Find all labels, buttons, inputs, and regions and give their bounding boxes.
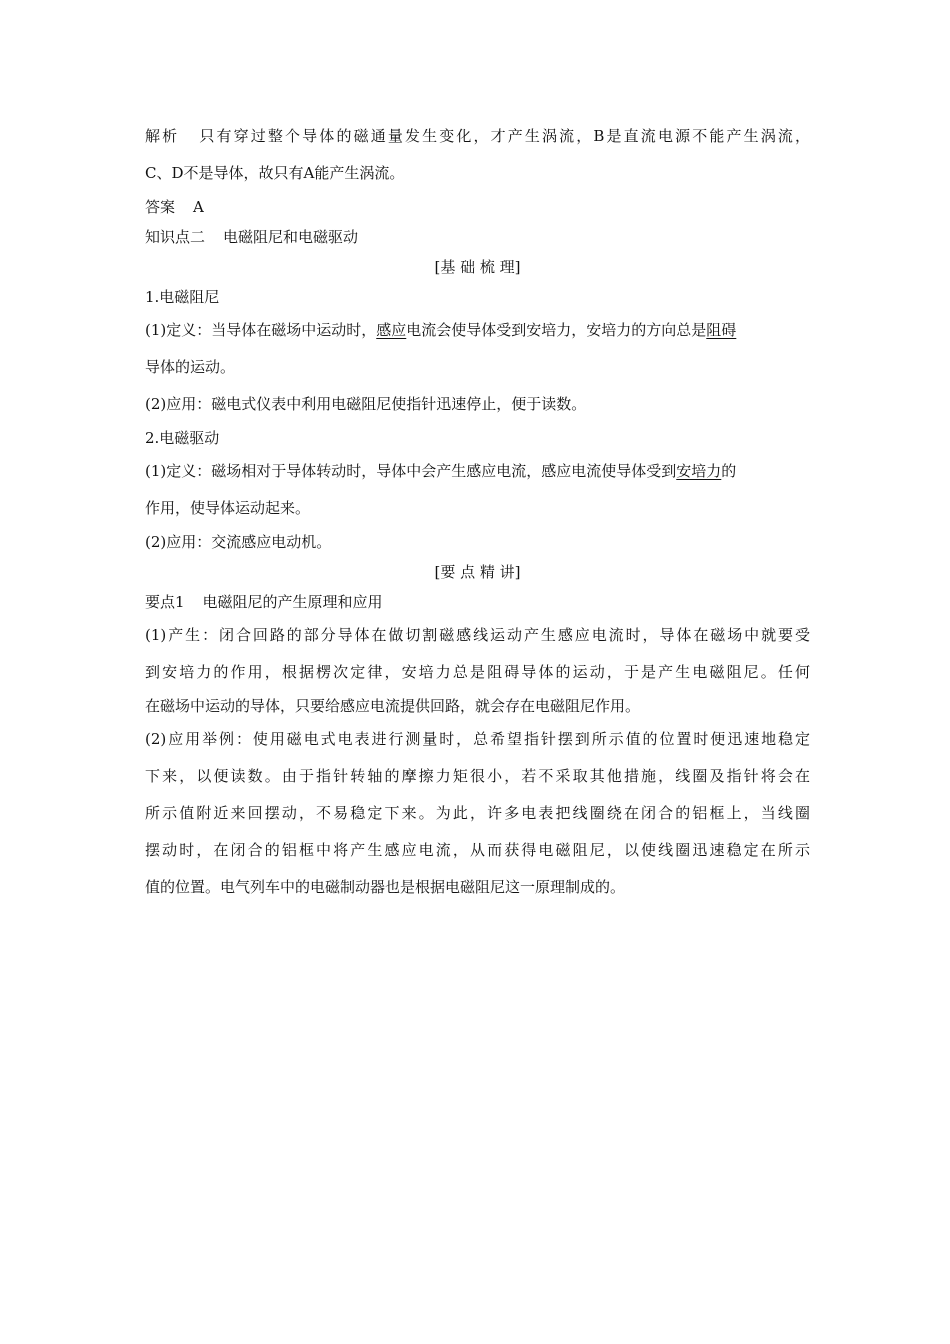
point1-p1-line: 在磁场中运动的导体，只要给感应电流提供回路，就会存在电磁阻尼作用。 — [145, 697, 641, 715]
item1-application: (2)应用：磁电式仪表中利用电磁阻尼使指针迅速停止，便于读数。 — [145, 395, 587, 413]
point1-p2-line: (2)应用举例：使用磁电式电表进行测量时，总希望指针摆到所示值的位置时便迅速地稳定 — [145, 730, 810, 748]
item2-definition-line-2: 作用，使导体运动起来。 — [145, 499, 311, 517]
point1-title: 要点1 电磁阻尼的产生原理和应用 — [145, 593, 383, 611]
key-points-header: [要 点 精 讲] — [434, 563, 521, 581]
item2-definition-line-1: (1)定义：磁场相对于导体转动时，导体中会产生感应电流，感应电流使导体受到安培力的 — [145, 462, 737, 480]
analysis-line-2: C、D不是导体，故只有A能产生涡流。 — [145, 164, 405, 182]
item2-application: (2)应用：交流感应电动机。 — [145, 533, 332, 551]
basic-review-header: [基 础 梳 理] — [434, 258, 521, 276]
point1-p2-line: 值的位置。电气列车中的电磁制动器也是根据电磁阻尼这一原理制成的。 — [145, 878, 626, 896]
blank-answer: 阻碍 — [706, 321, 737, 339]
point1-p2-line: 下来，以便读数。由于指针转轴的摩擦力矩很小，若不采取其他措施，线圈及指针将会在 — [145, 767, 810, 785]
answer-value: A — [193, 198, 204, 216]
analysis-line-1: 解析 只有穿过整个导体的磁通量发生变化，才产生涡流，B是直流电源不能产生涡流， — [145, 127, 810, 145]
point1-p2-line: 所示值附近来回摆动，不易稳定下来。为此，许多电表把线圈绕在闭合的铝框上，当线圈 — [145, 804, 810, 822]
document-page — [145, 118, 810, 906]
item2-heading: 2.电磁驱动 — [145, 429, 220, 447]
item1-heading: 1.电磁阻尼 — [145, 288, 220, 306]
item1-definition-line-1: (1)定义：当导体在磁场中运动时，感应电流会使导体受到安培力，安培力的方向总是阻碍 — [145, 321, 737, 339]
analysis-label: 解析 — [145, 127, 180, 145]
blank-answer: 安培力 — [676, 462, 722, 480]
point1-p2-line: 摆动时，在闭合的铝框中将产生感应电流，从而获得电磁阻尼，以使线圈迅速稳定在所示 — [145, 841, 810, 859]
answer-line — [145, 192, 810, 222]
section-title: 知识点二 电磁阻尼和电磁驱动 — [145, 228, 359, 246]
point1-p1-line: 到安培力的作用，根据楞次定律，安培力总是阻碍导体的运动，于是产生电磁阻尼。任何 — [145, 663, 810, 681]
answer-label: 答案 — [145, 198, 176, 216]
point1-p1-line: (1)产生：闭合回路的部分导体在做切割磁感线运动产生感应电流时，导体在磁场中就要受 — [145, 626, 810, 644]
blank-answer: 感应 — [376, 321, 407, 339]
item1-definition-line-2: 导体的运动。 — [145, 358, 236, 376]
